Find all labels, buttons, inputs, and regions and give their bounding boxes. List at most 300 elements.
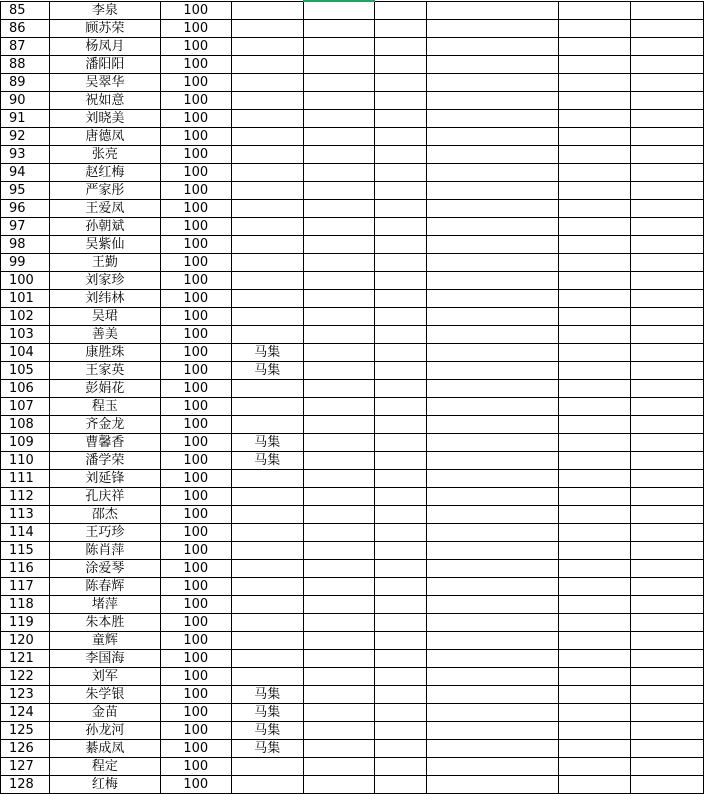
place-cell[interactable]: [231, 758, 303, 776]
name-cell[interactable]: 刘家珍: [49, 272, 160, 290]
empty-cell[interactable]: [559, 344, 631, 362]
row-number-cell[interactable]: 95: [1, 182, 50, 200]
name-cell[interactable]: 堵萍: [49, 596, 160, 614]
name-cell[interactable]: 吴翠华: [49, 74, 160, 92]
empty-cell[interactable]: [427, 704, 559, 722]
row-number-cell[interactable]: 107: [1, 398, 50, 416]
empty-cell[interactable]: [427, 560, 559, 578]
empty-cell[interactable]: [631, 524, 704, 542]
row-number-cell[interactable]: 87: [1, 38, 50, 56]
name-cell[interactable]: 刘晓美: [49, 110, 160, 128]
score-cell[interactable]: 100: [160, 344, 231, 362]
row-number-cell[interactable]: 124: [1, 704, 50, 722]
place-cell[interactable]: [231, 380, 303, 398]
score-cell[interactable]: 100: [160, 200, 231, 218]
score-cell[interactable]: 100: [160, 398, 231, 416]
empty-cell[interactable]: [631, 614, 704, 632]
score-cell[interactable]: 100: [160, 20, 231, 38]
empty-cell[interactable]: [427, 416, 559, 434]
empty-cell[interactable]: [559, 218, 631, 236]
name-cell[interactable]: 李泉: [49, 1, 160, 20]
place-cell[interactable]: 马集: [231, 740, 303, 758]
empty-cell[interactable]: [374, 1, 427, 20]
score-cell[interactable]: 100: [160, 236, 231, 254]
place-cell[interactable]: [231, 92, 303, 110]
empty-cell[interactable]: [559, 110, 631, 128]
empty-cell[interactable]: [374, 596, 427, 614]
score-cell[interactable]: 100: [160, 254, 231, 272]
name-cell[interactable]: 顾苏荣: [49, 20, 160, 38]
empty-cell[interactable]: [303, 398, 374, 416]
score-cell[interactable]: 100: [160, 74, 231, 92]
score-cell[interactable]: 100: [160, 1, 231, 20]
empty-cell[interactable]: [427, 578, 559, 596]
empty-cell[interactable]: [631, 56, 704, 74]
score-cell[interactable]: 100: [160, 56, 231, 74]
empty-cell[interactable]: [427, 236, 559, 254]
empty-cell[interactable]: [374, 20, 427, 38]
name-cell[interactable]: 王勤: [49, 254, 160, 272]
score-cell[interactable]: 100: [160, 164, 231, 182]
place-cell[interactable]: [231, 74, 303, 92]
empty-cell[interactable]: [374, 614, 427, 632]
place-cell[interactable]: [231, 56, 303, 74]
place-cell[interactable]: [231, 290, 303, 308]
place-cell[interactable]: [231, 776, 303, 794]
score-cell[interactable]: 100: [160, 488, 231, 506]
empty-cell[interactable]: [427, 434, 559, 452]
empty-cell[interactable]: [559, 758, 631, 776]
name-cell[interactable]: 金苗: [49, 704, 160, 722]
empty-cell[interactable]: [427, 146, 559, 164]
empty-cell[interactable]: [631, 236, 704, 254]
empty-cell[interactable]: [559, 74, 631, 92]
place-cell[interactable]: [231, 506, 303, 524]
name-cell[interactable]: 綦成凤: [49, 740, 160, 758]
row-number-cell[interactable]: 111: [1, 470, 50, 488]
empty-cell[interactable]: [427, 92, 559, 110]
empty-cell[interactable]: [374, 650, 427, 668]
empty-cell[interactable]: [374, 146, 427, 164]
row-number-cell[interactable]: 128: [1, 776, 50, 794]
row-number-cell[interactable]: 103: [1, 326, 50, 344]
name-cell[interactable]: 张亮: [49, 146, 160, 164]
row-number-cell[interactable]: 117: [1, 578, 50, 596]
empty-cell[interactable]: [631, 290, 704, 308]
empty-cell[interactable]: [427, 200, 559, 218]
empty-cell[interactable]: [374, 236, 427, 254]
row-number-cell[interactable]: 92: [1, 128, 50, 146]
empty-cell[interactable]: [631, 470, 704, 488]
empty-cell[interactable]: [374, 380, 427, 398]
empty-cell[interactable]: [303, 578, 374, 596]
name-cell[interactable]: 童辉: [49, 632, 160, 650]
empty-cell[interactable]: [631, 668, 704, 686]
empty-cell[interactable]: [303, 92, 374, 110]
empty-cell[interactable]: [374, 686, 427, 704]
row-number-cell[interactable]: 105: [1, 362, 50, 380]
row-number-cell[interactable]: 97: [1, 218, 50, 236]
empty-cell[interactable]: [631, 488, 704, 506]
empty-cell[interactable]: [427, 254, 559, 272]
row-number-cell[interactable]: 96: [1, 200, 50, 218]
empty-cell[interactable]: [374, 56, 427, 74]
empty-cell[interactable]: [303, 650, 374, 668]
name-cell[interactable]: 彭娟花: [49, 380, 160, 398]
empty-cell[interactable]: [427, 488, 559, 506]
empty-cell[interactable]: [427, 668, 559, 686]
row-number-cell[interactable]: 125: [1, 722, 50, 740]
name-cell[interactable]: 潘学荣: [49, 452, 160, 470]
empty-cell[interactable]: [559, 434, 631, 452]
place-cell[interactable]: [231, 200, 303, 218]
empty-cell[interactable]: [559, 236, 631, 254]
empty-cell[interactable]: [427, 758, 559, 776]
place-cell[interactable]: [231, 218, 303, 236]
place-cell[interactable]: [231, 596, 303, 614]
selected-cell[interactable]: [303, 1, 374, 20]
empty-cell[interactable]: [303, 56, 374, 74]
name-cell[interactable]: 刘延锋: [49, 470, 160, 488]
empty-cell[interactable]: [427, 74, 559, 92]
empty-cell[interactable]: [631, 740, 704, 758]
empty-cell[interactable]: [631, 578, 704, 596]
name-cell[interactable]: 赵红梅: [49, 164, 160, 182]
empty-cell[interactable]: [374, 344, 427, 362]
score-cell[interactable]: 100: [160, 92, 231, 110]
place-cell[interactable]: [231, 182, 303, 200]
empty-cell[interactable]: [374, 362, 427, 380]
empty-cell[interactable]: [427, 326, 559, 344]
score-cell[interactable]: 100: [160, 110, 231, 128]
empty-cell[interactable]: [631, 506, 704, 524]
name-cell[interactable]: 杨凤月: [49, 38, 160, 56]
place-cell[interactable]: [231, 110, 303, 128]
empty-cell[interactable]: [559, 776, 631, 794]
empty-cell[interactable]: [303, 128, 374, 146]
empty-cell[interactable]: [374, 182, 427, 200]
score-cell[interactable]: 100: [160, 182, 231, 200]
place-cell[interactable]: [231, 470, 303, 488]
empty-cell[interactable]: [631, 686, 704, 704]
place-cell[interactable]: [231, 542, 303, 560]
empty-cell[interactable]: [559, 560, 631, 578]
score-cell[interactable]: 100: [160, 290, 231, 308]
row-number-cell[interactable]: 110: [1, 452, 50, 470]
empty-cell[interactable]: [303, 272, 374, 290]
empty-cell[interactable]: [559, 542, 631, 560]
empty-cell[interactable]: [374, 326, 427, 344]
empty-cell[interactable]: [631, 542, 704, 560]
row-number-cell[interactable]: 121: [1, 650, 50, 668]
score-cell[interactable]: 100: [160, 272, 231, 290]
empty-cell[interactable]: [303, 704, 374, 722]
empty-cell[interactable]: [303, 506, 374, 524]
empty-cell[interactable]: [559, 20, 631, 38]
empty-cell[interactable]: [559, 722, 631, 740]
empty-cell[interactable]: [374, 128, 427, 146]
empty-cell[interactable]: [427, 164, 559, 182]
empty-cell[interactable]: [631, 776, 704, 794]
row-number-cell[interactable]: 112: [1, 488, 50, 506]
empty-cell[interactable]: [427, 650, 559, 668]
score-cell[interactable]: 100: [160, 524, 231, 542]
row-number-cell[interactable]: 127: [1, 758, 50, 776]
empty-cell[interactable]: [631, 74, 704, 92]
empty-cell[interactable]: [374, 488, 427, 506]
name-cell[interactable]: 孙朝斌: [49, 218, 160, 236]
empty-cell[interactable]: [631, 1, 704, 20]
score-cell[interactable]: 100: [160, 128, 231, 146]
empty-cell[interactable]: [303, 20, 374, 38]
empty-cell[interactable]: [427, 452, 559, 470]
empty-cell[interactable]: [427, 38, 559, 56]
empty-cell[interactable]: [374, 218, 427, 236]
place-cell[interactable]: [231, 38, 303, 56]
empty-cell[interactable]: [631, 272, 704, 290]
empty-cell[interactable]: [374, 560, 427, 578]
empty-cell[interactable]: [559, 452, 631, 470]
empty-cell[interactable]: [559, 362, 631, 380]
score-cell[interactable]: 100: [160, 704, 231, 722]
name-cell[interactable]: 刘军: [49, 668, 160, 686]
row-number-cell[interactable]: 99: [1, 254, 50, 272]
empty-cell[interactable]: [303, 668, 374, 686]
row-number-cell[interactable]: 126: [1, 740, 50, 758]
empty-cell[interactable]: [631, 650, 704, 668]
empty-cell[interactable]: [427, 722, 559, 740]
empty-cell[interactable]: [427, 20, 559, 38]
empty-cell[interactable]: [559, 650, 631, 668]
place-cell[interactable]: [231, 398, 303, 416]
empty-cell[interactable]: [631, 308, 704, 326]
place-cell[interactable]: [231, 236, 303, 254]
empty-cell[interactable]: [303, 200, 374, 218]
row-number-cell[interactable]: 85: [1, 1, 50, 20]
name-cell[interactable]: 邵杰: [49, 506, 160, 524]
empty-cell[interactable]: [631, 758, 704, 776]
score-cell[interactable]: 100: [160, 632, 231, 650]
place-cell[interactable]: [231, 164, 303, 182]
empty-cell[interactable]: [427, 686, 559, 704]
score-cell[interactable]: 100: [160, 614, 231, 632]
empty-cell[interactable]: [559, 146, 631, 164]
empty-cell[interactable]: [631, 632, 704, 650]
place-cell[interactable]: [231, 254, 303, 272]
row-number-cell[interactable]: 89: [1, 74, 50, 92]
empty-cell[interactable]: [559, 740, 631, 758]
empty-cell[interactable]: [559, 1, 631, 20]
empty-cell[interactable]: [374, 74, 427, 92]
empty-cell[interactable]: [559, 38, 631, 56]
score-cell[interactable]: 100: [160, 38, 231, 56]
empty-cell[interactable]: [631, 110, 704, 128]
empty-cell[interactable]: [631, 146, 704, 164]
place-cell[interactable]: [231, 632, 303, 650]
place-cell[interactable]: 马集: [231, 344, 303, 362]
empty-cell[interactable]: [559, 596, 631, 614]
empty-cell[interactable]: [303, 110, 374, 128]
empty-cell[interactable]: [303, 182, 374, 200]
empty-cell[interactable]: [303, 614, 374, 632]
row-number-cell[interactable]: 113: [1, 506, 50, 524]
row-number-cell[interactable]: 93: [1, 146, 50, 164]
row-number-cell[interactable]: 90: [1, 92, 50, 110]
empty-cell[interactable]: [631, 326, 704, 344]
place-cell[interactable]: 马集: [231, 362, 303, 380]
empty-cell[interactable]: [559, 290, 631, 308]
name-cell[interactable]: 李国海: [49, 650, 160, 668]
row-number-cell[interactable]: 100: [1, 272, 50, 290]
score-cell[interactable]: 100: [160, 650, 231, 668]
empty-cell[interactable]: [631, 20, 704, 38]
empty-cell[interactable]: [427, 110, 559, 128]
name-cell[interactable]: 涂爱琴: [49, 560, 160, 578]
score-cell[interactable]: 100: [160, 758, 231, 776]
place-cell[interactable]: [231, 560, 303, 578]
empty-cell[interactable]: [303, 380, 374, 398]
score-cell[interactable]: 100: [160, 578, 231, 596]
empty-cell[interactable]: [427, 470, 559, 488]
row-number-cell[interactable]: 109: [1, 434, 50, 452]
empty-cell[interactable]: [427, 632, 559, 650]
place-cell[interactable]: 马集: [231, 704, 303, 722]
score-cell[interactable]: 100: [160, 470, 231, 488]
empty-cell[interactable]: [303, 776, 374, 794]
empty-cell[interactable]: [559, 686, 631, 704]
empty-cell[interactable]: [374, 290, 427, 308]
row-number-cell[interactable]: 123: [1, 686, 50, 704]
empty-cell[interactable]: [374, 722, 427, 740]
empty-cell[interactable]: [374, 416, 427, 434]
row-number-cell[interactable]: 114: [1, 524, 50, 542]
empty-cell[interactable]: [631, 200, 704, 218]
row-number-cell[interactable]: 108: [1, 416, 50, 434]
empty-cell[interactable]: [303, 236, 374, 254]
empty-cell[interactable]: [427, 740, 559, 758]
row-number-cell[interactable]: 94: [1, 164, 50, 182]
empty-cell[interactable]: [427, 128, 559, 146]
empty-cell[interactable]: [427, 308, 559, 326]
empty-cell[interactable]: [559, 326, 631, 344]
empty-cell[interactable]: [303, 632, 374, 650]
empty-cell[interactable]: [559, 416, 631, 434]
empty-cell[interactable]: [374, 758, 427, 776]
score-cell[interactable]: 100: [160, 380, 231, 398]
row-number-cell[interactable]: 104: [1, 344, 50, 362]
empty-cell[interactable]: [559, 182, 631, 200]
place-cell[interactable]: [231, 416, 303, 434]
score-cell[interactable]: 100: [160, 434, 231, 452]
empty-cell[interactable]: [427, 506, 559, 524]
empty-cell[interactable]: [303, 758, 374, 776]
empty-cell[interactable]: [374, 776, 427, 794]
empty-cell[interactable]: [427, 182, 559, 200]
empty-cell[interactable]: [374, 452, 427, 470]
score-cell[interactable]: 100: [160, 308, 231, 326]
empty-cell[interactable]: [427, 398, 559, 416]
name-cell[interactable]: 孔庆祥: [49, 488, 160, 506]
empty-cell[interactable]: [631, 398, 704, 416]
empty-cell[interactable]: [559, 56, 631, 74]
name-cell[interactable]: 王巧珍: [49, 524, 160, 542]
empty-cell[interactable]: [427, 596, 559, 614]
empty-cell[interactable]: [427, 56, 559, 74]
name-cell[interactable]: 善美: [49, 326, 160, 344]
empty-cell[interactable]: [559, 308, 631, 326]
empty-cell[interactable]: [303, 308, 374, 326]
empty-cell[interactable]: [631, 128, 704, 146]
empty-cell[interactable]: [374, 110, 427, 128]
row-number-cell[interactable]: 106: [1, 380, 50, 398]
empty-cell[interactable]: [631, 218, 704, 236]
row-number-cell[interactable]: 118: [1, 596, 50, 614]
empty-cell[interactable]: [303, 218, 374, 236]
name-cell[interactable]: 王家英: [49, 362, 160, 380]
empty-cell[interactable]: [303, 434, 374, 452]
empty-cell[interactable]: [427, 524, 559, 542]
row-number-cell[interactable]: 101: [1, 290, 50, 308]
empty-cell[interactable]: [559, 254, 631, 272]
empty-cell[interactable]: [303, 488, 374, 506]
name-cell[interactable]: 陈春辉: [49, 578, 160, 596]
empty-cell[interactable]: [631, 416, 704, 434]
empty-cell[interactable]: [303, 146, 374, 164]
empty-cell[interactable]: [303, 560, 374, 578]
empty-cell[interactable]: [559, 488, 631, 506]
empty-cell[interactable]: [374, 272, 427, 290]
empty-cell[interactable]: [631, 254, 704, 272]
empty-cell[interactable]: [559, 506, 631, 524]
empty-cell[interactable]: [303, 254, 374, 272]
score-cell[interactable]: 100: [160, 362, 231, 380]
empty-cell[interactable]: [631, 344, 704, 362]
place-cell[interactable]: [231, 578, 303, 596]
place-cell[interactable]: 马集: [231, 686, 303, 704]
name-cell[interactable]: 刘纬林: [49, 290, 160, 308]
empty-cell[interactable]: [303, 38, 374, 56]
empty-cell[interactable]: [303, 542, 374, 560]
empty-cell[interactable]: [559, 272, 631, 290]
empty-cell[interactable]: [559, 668, 631, 686]
empty-cell[interactable]: [631, 380, 704, 398]
score-cell[interactable]: 100: [160, 146, 231, 164]
row-number-cell[interactable]: 122: [1, 668, 50, 686]
name-cell[interactable]: 孙龙河: [49, 722, 160, 740]
score-cell[interactable]: 100: [160, 326, 231, 344]
place-cell[interactable]: [231, 326, 303, 344]
empty-cell[interactable]: [374, 740, 427, 758]
score-cell[interactable]: 100: [160, 218, 231, 236]
empty-cell[interactable]: [374, 92, 427, 110]
empty-cell[interactable]: [427, 1, 559, 20]
empty-cell[interactable]: [631, 164, 704, 182]
empty-cell[interactable]: [374, 632, 427, 650]
empty-cell[interactable]: [631, 452, 704, 470]
row-number-cell[interactable]: 115: [1, 542, 50, 560]
empty-cell[interactable]: [427, 344, 559, 362]
score-cell[interactable]: 100: [160, 740, 231, 758]
row-number-cell[interactable]: 98: [1, 236, 50, 254]
row-number-cell[interactable]: 119: [1, 614, 50, 632]
empty-cell[interactable]: [374, 398, 427, 416]
empty-cell[interactable]: [559, 128, 631, 146]
score-cell[interactable]: 100: [160, 542, 231, 560]
name-cell[interactable]: 朱本胜: [49, 614, 160, 632]
empty-cell[interactable]: [303, 452, 374, 470]
empty-cell[interactable]: [631, 182, 704, 200]
name-cell[interactable]: 严家彤: [49, 182, 160, 200]
